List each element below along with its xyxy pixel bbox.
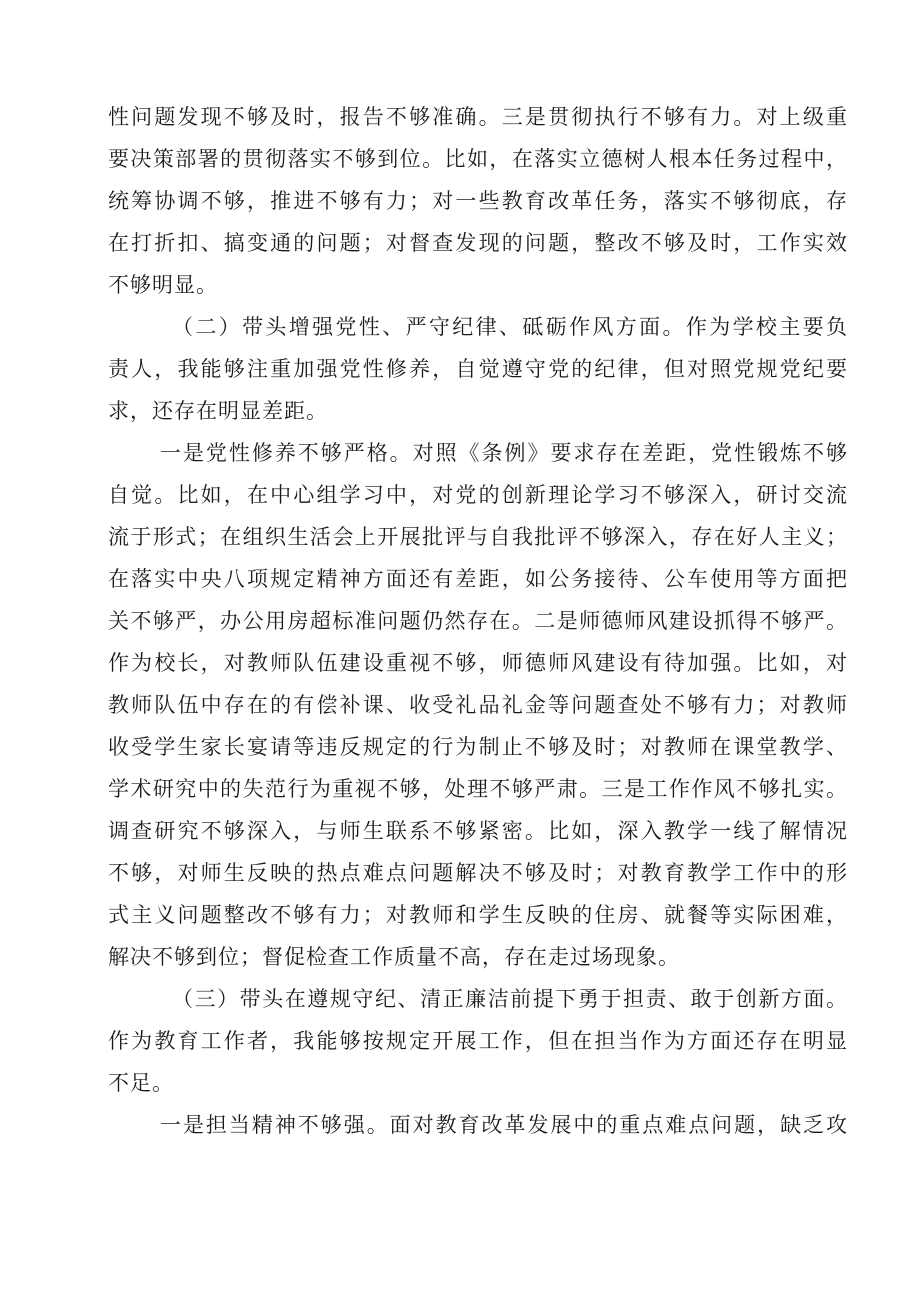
text-line: 求，还存在明显差距。 [108, 399, 328, 423]
paragraph-section-two-heading [108, 306, 848, 432]
paragraph-section-three-body [108, 1104, 848, 1146]
paragraph-continuation [108, 96, 848, 306]
text-line: 作为校长，对教师队伍建设重视不够，师德师风建设有待加强。比如，对 [108, 651, 848, 675]
text-line: 教师队伍中存在的有偿补课、收受礼品礼金等问题查处不够有力；对教师 [108, 693, 848, 717]
paragraph-section-three-heading [108, 978, 848, 1104]
text-line: 统筹协调不够，推进不够有力；对一些教育改革任务，落实不够彻底，存 [108, 189, 848, 213]
text-line: （二）带头增强党性、严守纪律、砥砺作风方面。作为学校主要负 [172, 315, 848, 339]
paragraph-section-two-body [108, 432, 848, 978]
text-line: 式主义问题整改不够有力；对教师和学生反映的住房、就餐等实际困难， [108, 903, 848, 927]
text-line: 自觉。比如，在中心组学习中，对党的创新理论学习不够深入，研讨交流 [108, 483, 848, 507]
text-line: 解决不够到位；督促检查工作质量不高，存在走过场现象。 [108, 945, 680, 969]
text-line: （三）带头在遵规守纪、清正廉洁前提下勇于担责、敢于创新方面。 [172, 987, 848, 1011]
text-line: 一是党性修养不够严格。对照《条例》要求存在差距，党性锻炼不够 [160, 441, 848, 465]
text-line: 学术研究中的失范行为重视不够，处理不够严肃。三是工作作风不够扎实。 [108, 777, 848, 801]
text-line: 在打折扣、搞变通的问题；对督查发现的问题，整改不够及时，工作实效 [108, 231, 848, 255]
text-line: 性问题发现不够及时，报告不够准确。三是贯彻执行不够有力。对上级重 [108, 105, 848, 129]
text-line: 要决策部署的贯彻落实不够到位。比如，在落实立德树人根本任务过程中， [108, 147, 848, 171]
document-body [108, 96, 848, 1146]
text-line: 在落实中央八项规定精神方面还有差距，如公务接待、公车使用等方面把 [108, 567, 848, 591]
text-line: 不够，对师生反映的热点难点问题解决不够及时；对教育教学工作中的形 [108, 861, 848, 885]
text-line: 收受学生家长宴请等违反规定的行为制止不够及时；对教师在课堂教学、 [108, 735, 848, 759]
text-line: 一是担当精神不够强。面对教育改革发展中的重点难点问题，缺乏攻 [160, 1113, 848, 1137]
text-line: 流于形式；在组织生活会上开展批评与自我批评不够深入，存在好人主义； [108, 525, 848, 549]
text-line: 责人，我能够注重加强党性修养，自觉遵守党的纪律，但对照党规党纪要 [108, 357, 848, 381]
text-line: 不足。 [108, 1071, 174, 1095]
text-line: 关不够严，办公用房超标准问题仍然存在。二是师德师风建设抓得不够严。 [108, 609, 848, 633]
text-line: 作为教育工作者，我能够按规定开展工作，但在担当作为方面还存在明显 [108, 1029, 848, 1053]
text-line: 不够明显。 [108, 273, 218, 297]
text-line: 调查研究不够深入，与师生联系不够紧密。比如，深入教学一线了解情况 [108, 819, 848, 843]
